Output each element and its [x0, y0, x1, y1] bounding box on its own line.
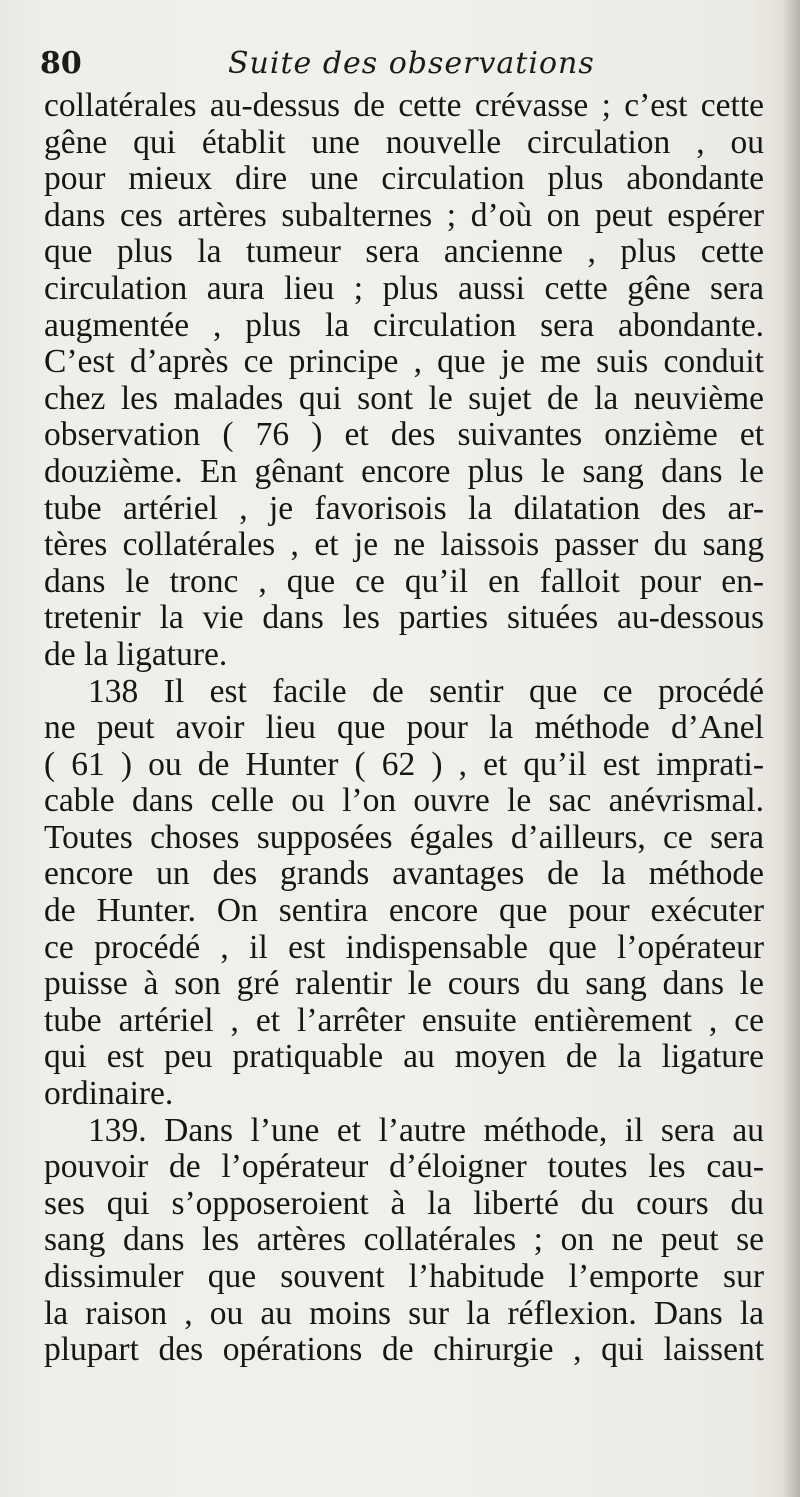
paragraph-138-start: 138 Il est facile de sentir que ce procédé — [88, 672, 764, 710]
text-line: ne peut avoir lieu que pour la méthode d’Anel — [44, 709, 764, 747]
text-line: la raison , ou au moins sur la réflexion. Dans la — [44, 1294, 764, 1332]
text-line: puisse à son gré ralentir le cours du sang dans le — [44, 965, 764, 1003]
text-line: de la ligature. — [44, 635, 228, 673]
text-line: ce procédé , il est indispensable que l’opérateur — [44, 928, 764, 966]
text-line: dans ces artères subalternes ; d’où on peut espérer — [44, 196, 764, 234]
text-line: ( 61 ) ou de Hunter ( 62 ) , et qu’il est imprati- — [44, 745, 764, 783]
text-line: ses qui s’opposeroient à la liberté du cours du — [44, 1184, 764, 1222]
running-head — [38, 40, 778, 90]
text-line: tube artériel , et l’arrêter ensuite entièrement , ce — [44, 1001, 764, 1039]
paragraph-139-start: 139. Dans l’une et l’autre méthode, il sera au — [88, 1111, 764, 1149]
text-line: dans le tronc , que ce qu’il en falloit pour en- — [44, 562, 764, 600]
text-line: de Hunter. On sentira encore que pour exécuter — [44, 892, 764, 930]
body-text — [44, 88, 764, 1369]
text-line: douzième. En gênant encore plus le sang dans le — [44, 452, 764, 490]
text-line: qui est peu pratiquable au moyen de la ligature — [44, 1038, 764, 1076]
running-title: Suite des observations — [228, 46, 595, 81]
text-line: sang dans les artères collatérales ; on ne peut se — [44, 1221, 764, 1259]
text-line: collatérales au-dessus de cette crévasse ; c’est cette — [44, 87, 764, 124]
text-line: Toutes choses supposées égales d’ailleurs, ce sera — [44, 818, 764, 856]
text-line: chez les malades qui sont le sujet de la neuvième — [44, 379, 764, 417]
text-line: encore un des grands avantages de la méthode — [44, 855, 764, 893]
page-edge-shadow — [782, 0, 800, 1497]
text-line: observation ( 76 ) et des suivantes onzième et — [44, 416, 764, 454]
text-line: C’est d’après ce principe , que je me suis conduit — [44, 343, 764, 381]
text-line: tretenir la vie dans les parties situées au-dessous — [44, 599, 764, 637]
text-line: que plus la tumeur sera ancienne , plus cette — [44, 233, 764, 271]
page-number: 80 — [40, 46, 82, 81]
text-line: circulation aura lieu ; plus aussi cette gêne sera — [44, 269, 764, 307]
text-line: cable dans celle ou l’on ouvre le sac anévrismal. — [44, 782, 764, 820]
text-line: pouvoir de l’opérateur d’éloigner toutes les cau- — [44, 1148, 764, 1186]
text-line: dissimuler que souvent l’habitude l’emporte sur — [44, 1258, 764, 1295]
text-line: gêne qui établit une nouvelle circulation , ou — [44, 123, 764, 161]
text-line: ordinaire. — [44, 1075, 174, 1113]
text-line: tères collatérales , et je ne laissois passer du sang — [44, 526, 764, 564]
text-line: augmentée , plus la circulation sera abondante. — [44, 306, 764, 344]
text-line: pour mieux dire une circulation plus abondante — [44, 160, 764, 198]
text-line: plupart des opérations de chirurgie , qui laissent — [44, 1331, 764, 1369]
text-line: tube artériel , je favorisois la dilatation des ar- — [44, 489, 764, 527]
